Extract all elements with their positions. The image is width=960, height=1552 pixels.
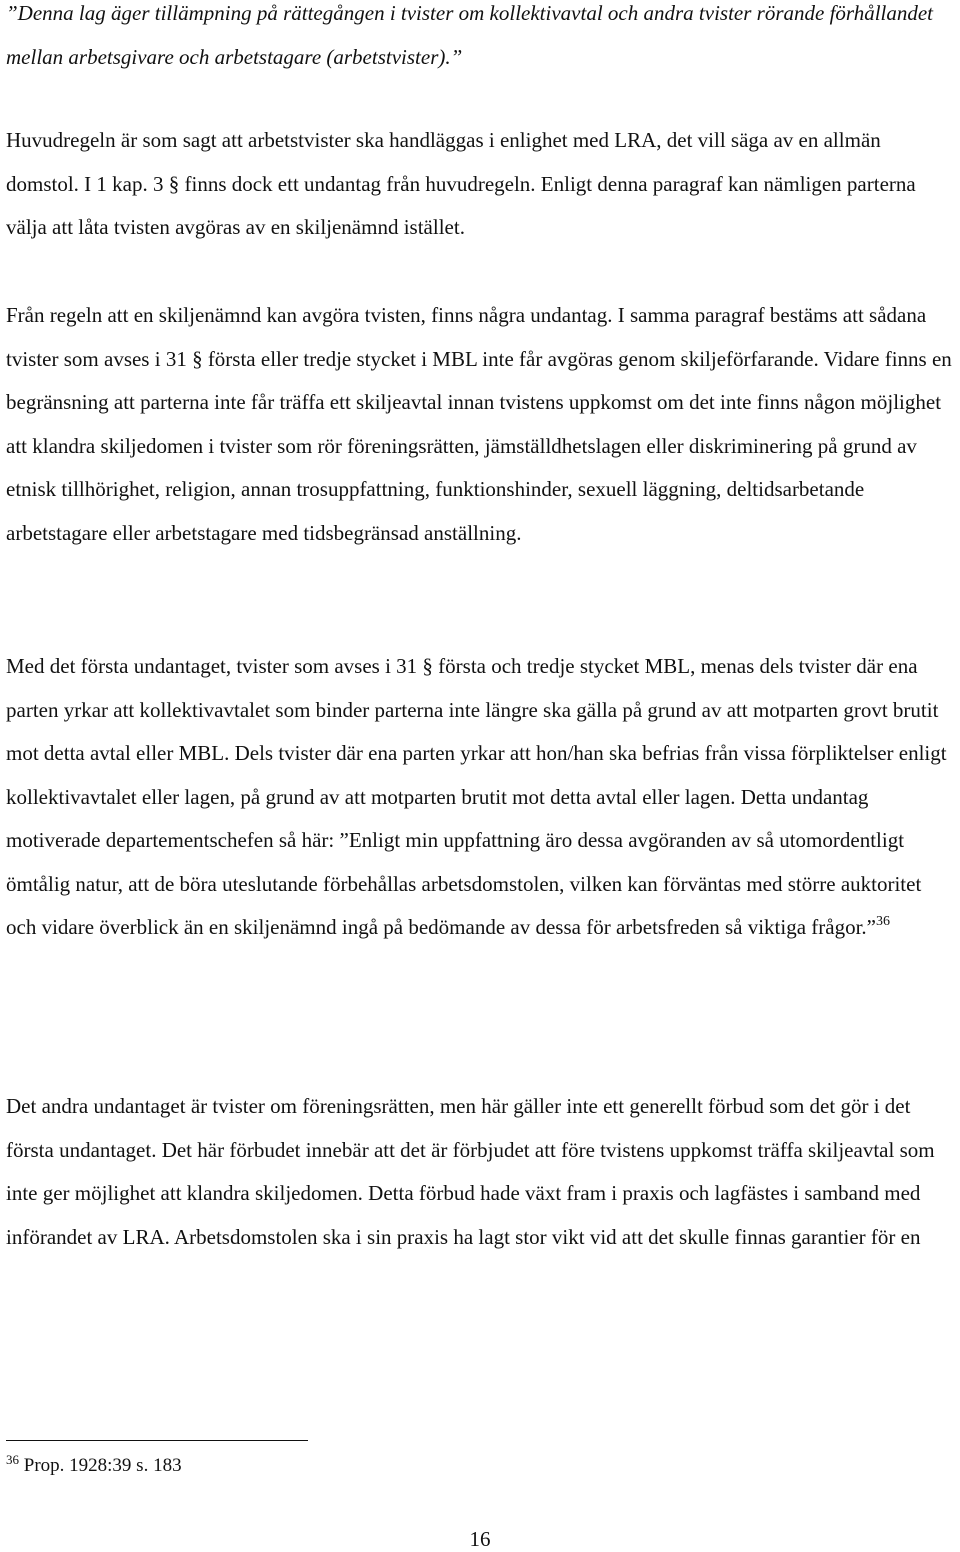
paragraph-4: Det andra undantaget är tvister om föreningsrätten, men här gäller inte ett generellt förbud som det gör i det första undantaget. Det här förbudet innebär att det är förbjudet att före tvistens uppkomst träffa skiljeavtal som inte ger möjlighet att klandra skiljedomen. Detta förbud hade växt fram i praxis och lagfästes i samband med införandet av LRA. Arbetsdomstolen ska i sin praxis ha lagt stor vikt vid att det skulle finnas garantier för en: [6, 1094, 935, 1249]
footnote-divider: [6, 1440, 308, 1441]
footnote-number: 36: [6, 1452, 19, 1467]
page-number: 16: [469, 1527, 491, 1551]
quote-block: ”Denna lag äger tillämpning på rättegången i tvister om kollektivavtal och andra tvister rörande förhållandet mellan arbetsgivare och arbetstagare (arbetstvister).”: [6, 1, 934, 69]
paragraph-3: [6, 645, 956, 950]
footnote-reference: 36: [876, 914, 891, 929]
footnote: [6, 1453, 182, 1479]
footnote-text: Prop. 1928:39 s. 183: [23, 1455, 182, 1476]
paragraph-1: Huvudregeln är som sagt att arbetstvister ska handläggas i enlighet med LRA, det vill säga av en allmän domstol. I 1 kap. 3 § finns dock ett undantag från huvudregeln. Enligt denna paragraf kan nämligen parterna välja att låta tvisten avgöras av en skiljenämnd istället.: [6, 128, 916, 239]
paragraph-2: Från regeln att en skiljenämnd kan avgöra tvisten, finns några undantag. I samma paragraf bestäms att sådana tvister som avses i 31 § första eller tredje stycket i MBL inte får avgöras genom skiljeförfarande. Vidare finns en begränsning att parterna inte får träffa ett skiljeavtal innan tvistens uppkomst om det inte finns någon möjlighet att klandra skiljedomen i tvister som rör föreningsrätten, jämställdhetslagen eller diskriminering på grund av etnisk tillhörighet, religion, annan trosuppfattning, funktionshinder, sexuell läggning, deltidsarbetande arbetstagare eller arbetstagare med tidsbegränsad anställning.: [6, 303, 952, 545]
paragraph-3-text: Med det första undantaget, tvister som avses i 31 § första och tredje stycket MBL, menas dels tvister där ena parten yrkar att kollektivavtalet som binder parterna inte längre ska gälla på grund av att motparten grovt brutit mot detta avtal eller MBL. Dels tvister där ena parten yrkar att hon/han ska befrias från vissa förpliktelser enligt kollektivavtalet eller lagen, på grund av att motparten brutit mot detta avtal eller lagen. Detta undantag motiverade departementschefen så här: ”Enligt min uppfattning äro dessa avgöranden av så utomordentligt ömtålig natur, att de böra uteslutande förbehållas arbetsdomstolen, vilken kan förväntas med större auktoritet och vidare överblick än en skiljenämnd ingå på bedömande av dessa för arbetsfreden så viktiga frågor.”: [6, 654, 947, 939]
